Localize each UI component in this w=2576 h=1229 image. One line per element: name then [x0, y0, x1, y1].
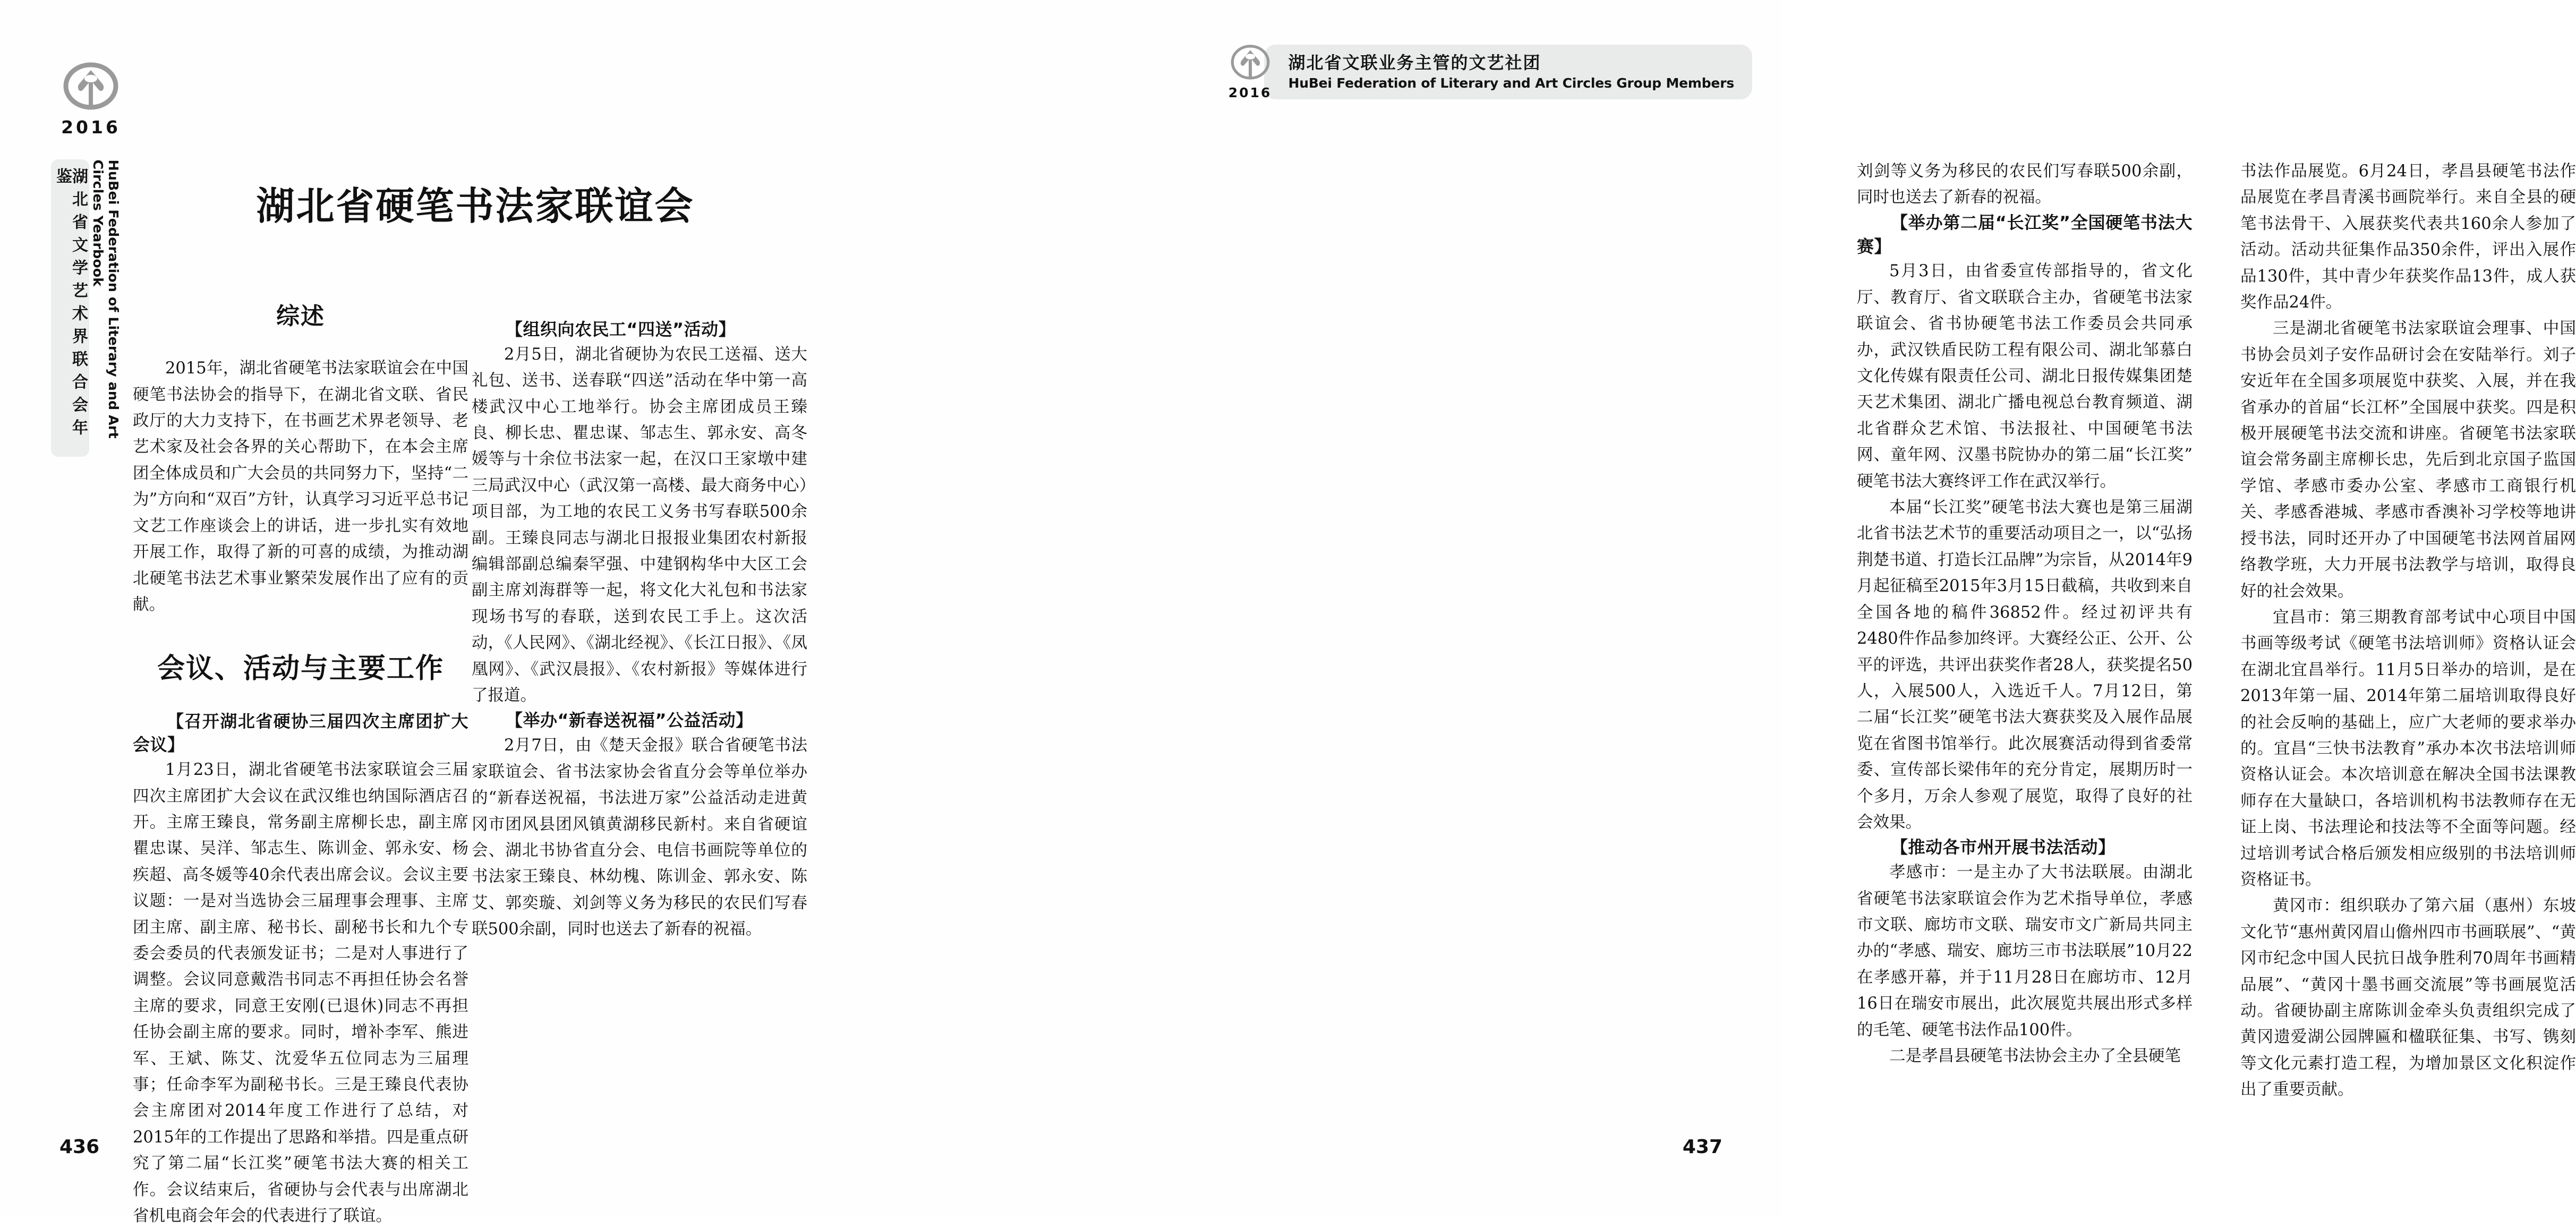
subsection-5-paragraph-3: 三是湖北省硬笔书法家联谊会理事、中国书协会员刘子安作品研讨会在安陆举行。刘子安近年在全国多项展览中获奖、入展，并在我省承办的首届“长江杯”全国展中获奖。四是积极开展硬笔书法交流和讲座。省硬笔书法家联谊会常务副主席柳长忠，先后到北京国子监国学馆、孝感市委办公室、孝感市工商银行机关、孝感香港城、孝感市香澳补习学校等地讲授书法，同时还开办了中国硬笔书法网首届网络教学班，大力开展书法教学与培训，取得良好的社会效果。 [2240, 319, 2576, 601]
badge-title-en: HuBei Federation of Literary and Art Circles Group Members [1288, 75, 1734, 91]
column-3 [1857, 158, 2193, 1069]
federation-arch-logo-icon [61, 63, 121, 114]
vertical-title-en: HuBei Federation of Literary and Art Circles Yearbook [90, 159, 121, 439]
overview-heading: 综述 [276, 303, 325, 330]
overview-paragraph: 2015年，湖北省硬笔书法家联谊会在中国硬笔书法协会的指导下，在湖北省文联、省民政厅的大力支持下，在书画艺术界老领导、老艺术家及社会各界的关心帮助下，在本会主席团全体成员和广大会员的共同努力下，坚持“二为”方向和“双百”方针，认真学习习近平总书记文艺工作座谈会上的讲话，进一步扎实有效地开展工作，取得了新的可喜的成绩，为推动湖北硬笔书法艺术事业繁荣发展作出了应有的贡献。 [133, 359, 468, 614]
left-margin-brand [51, 63, 131, 138]
folio-left: 436 [59, 1136, 100, 1158]
column-4 [2240, 158, 2576, 1103]
subsection-4-paragraph-2: 本届“长江奖”硬笔书法大赛也是第三届湖北省书法艺术节的重要活动项目之一，以“弘扬荆楚书道、打造长江品牌”为宗旨，从2014年9月起征稿至2015年3月15日截稿，共收到来自全国各地的稿件36852件。经过初评共有2480件作品参加终评。大赛经公正、公开、公平的评选，共评出获奖作者28人，获奖提名50人，入展500人，入选近千人。7月12日，第二届“长江奖”硬笔书法大赛获奖及入展作品展览在省图书馆举行。此次展赛活动得到省委常委、宣传部长梁伟年的充分肯定，展期历时一个多月，万余人参观了展览，取得了良好的社会效果。 [1857, 498, 2193, 832]
folio-right: 437 [1682, 1136, 1722, 1158]
right-logo-year: 2016 [1228, 85, 1272, 100]
left-margin-vertical-titles [51, 159, 121, 457]
subsection-1-paragraph: 1月23日，湖北省硬笔书法家联谊会三届四次主席团扩大会议在武汉维也纳国际酒店召开。主席王臻良，常务副主席柳长忠，副主席瞿忠谋、吴洋、邹志生、陈训金、郭永安、杨疾超、高冬媛等40余代表出席会议。会议主要议题：一是对当选协会三届理事会理事、主席团主席、副主席、秘书长、副秘书长和九个专委会委员的代表颁发证书；二是对人事进行了调整。会议同意戴浩书同志不再担任协会名誉主席的要求，同意王安刚(已退休)同志不再担任协会副主席的要求。同时，增补李军、熊进军、王斌、陈艾、沈爱华五位同志为三届理事；任命李军为副秘书长。三是王臻良代表协会主席团对2014年度工作进行了总结，对2015年的工作提出了思路和举措。四是重点研究了第二届“长江奖”硬笔书法大赛的相关工作。会议结束后，省硬协与会代表与出席湖北省机电商会年会的代表进行了联谊。 [133, 761, 468, 1226]
right-page [891, 0, 2576, 1217]
header-badge [1264, 45, 1753, 99]
right-logo-column [1223, 44, 1278, 100]
subsection-heading-5: 【推动各市州开展书法活动】 [1891, 837, 2116, 858]
subsection-4-paragraph-1: 5月3日，由省委宣传部指导的，省文化厅、教育厅、省文联联合主办，省硬笔书法家联谊会、省书协硬笔书法工作委员会共同承办，武汉铁盾民防工程有限公司、湖北邹慕白文化传媒有限责任公司、湖北日报传媒集团楚天艺术集团、湖北广播电视总台教育频道、湖北省群众艺术馆、书法报社、中国硬笔书法网、童年网、汉墨书院协办的第二届“长江奖”硬笔书法大赛终评工作在武汉举行。 [1857, 262, 2193, 491]
subsection-5-paragraph-5: 黄冈市：组织联办了第六届（惠州）东坡文化节“惠州黄冈眉山儋州四市书画联展”、“黄冈市纪念中国人民抗日战争胜利70周年书画精品展”、“黄冈十墨书画交流展”等书画展览活动。省硬协副主席陈训金牵头负责组织完成了黄冈遗爱湖公园牌匾和楹联征集、书写、镌刻等文化元素打造工程，为增加景区文化积淀作出了重要贡献。 [2240, 897, 2576, 1099]
page-title: 湖北省硬笔书法家联谊会 [256, 184, 695, 229]
subsection-5-paragraph-1: 孝感市：一是主办了大书法联展。由湖北省硬笔书法家联谊会作为艺术指导单位，孝感市文联、廊坊市文联、瑞安市文广新局共同主办的“孝感、瑞安、廊坊三市书法联展”10月22在孝感开幕，并于11月28日在廊坊市、12月16日在瑞安市展出，此次展览共展出形式多样的毛笔、硬笔书法作品100件。 [1857, 863, 2193, 1039]
column-2 [472, 318, 807, 943]
subsection-5-paragraph-4: 宜昌市：第三期教育部考试中心项目中国书画等级考试《硬笔书法培训师》资格认证会在湖北宜昌举行。11月5日举办的培训，是在2013年第一届、2014年第二届培训取得良好的社会反响的基础上，应广大老师的要求举办的。宜昌“三快书法教育”承办本次书法培训师资格认证会。本次培训意在解决全国书法课教师存在大量缺口，各培训机构书法教师存在无证上岗、书法理论和技法等不全面等问题。经过培训考试合格后颁发相应级别的书法培训师资格证书。 [2240, 608, 2576, 889]
subsection-5-paragraph-2-lead: 二是孝昌县硬笔书法协会主办了全县硬笔 [1889, 1046, 2181, 1065]
column-1 [133, 297, 468, 1229]
subsection-3-continued: 刘剑等义务为移民的农民们写春联500余副，同时也送去了新春的祝福。 [1857, 162, 2193, 207]
subsection-heading-3: 【举办“新春送祝福”公益活动】 [506, 710, 753, 731]
left-page [0, 0, 891, 1226]
left-logo-year: 2016 [61, 117, 121, 138]
right-page-header-badge [1223, 44, 1753, 100]
subsection-5-paragraph-2-continued: 书法作品展览。6月24日，孝昌县硬笔书法作品展览在孝昌青溪书画院举行。来自全县的硬笔书法骨干、入展获奖代表共160余人参加了活动。活动共征集作品350余件，评出入展作品130件，其中青少年获奖作品13件，成人获奖作品24件。 [2240, 162, 2576, 312]
vertical-title-cn: 湖北省文学艺术界联合会年鉴 [51, 159, 89, 457]
badge-title-cn: 湖北省文联业务主管的文艺社团 [1288, 53, 1541, 73]
federation-arch-logo-icon [1228, 44, 1273, 84]
subsection-heading-2: 【组织向农民工“四送”活动】 [506, 319, 736, 339]
subsection-heading-1: 【召开湖北省硬协三届四次主席团扩大会议】 [133, 711, 468, 755]
subsection-heading-4: 【举办第二届“长江奖”全国硬笔书法大赛】 [1857, 212, 2193, 257]
subsection-3-paragraph: 2月7日，由《楚天金报》联合省硬笔书法家联谊会、省书法家协会省直分会等单位举办的“新春送祝福，书法进万家”公益活动走进黄冈市团风县团风镇黄湖移民新村。来自省硬谊会、湖北书协省直分会、电信书画院等单位的书法家王臻良、林幼槐、陈训金、郭永安、陈艾、郭奕璇、刘剑等义务为移民的农民们写春联500余副，同时也送去了新春的祝福。 [472, 736, 807, 939]
subsection-2-paragraph: 2月5日，湖北省硬协为农民工送福、送大礼包、送书、送春联“四送”活动在华中第一高楼武汉中心工地举行。协会主席团成员王臻良、柳长忠、瞿忠谋、邹志生、郭永安、高冬媛等与十余位书法家一起，在汉口王家墩中建三局武汉中心（武汉第一高楼、最大商务中心）项目部，为工地的农民工义务书写春联500余副。王臻良同志与湖北日报报业集团农村新报编辑部副总编秦罕强、中建钢构华中大区工会副主席刘海群等一起，将文化大礼包和书法家现场书写的春联，送到农民工手上。这次活动，《人民网》、《湖北经视》、《长江日报》、《凤凰网》、《武汉晨报》、《农村新报》等媒体进行了报道。 [472, 345, 807, 705]
main-section-heading: 会议、活动与主要工作 [157, 653, 444, 685]
